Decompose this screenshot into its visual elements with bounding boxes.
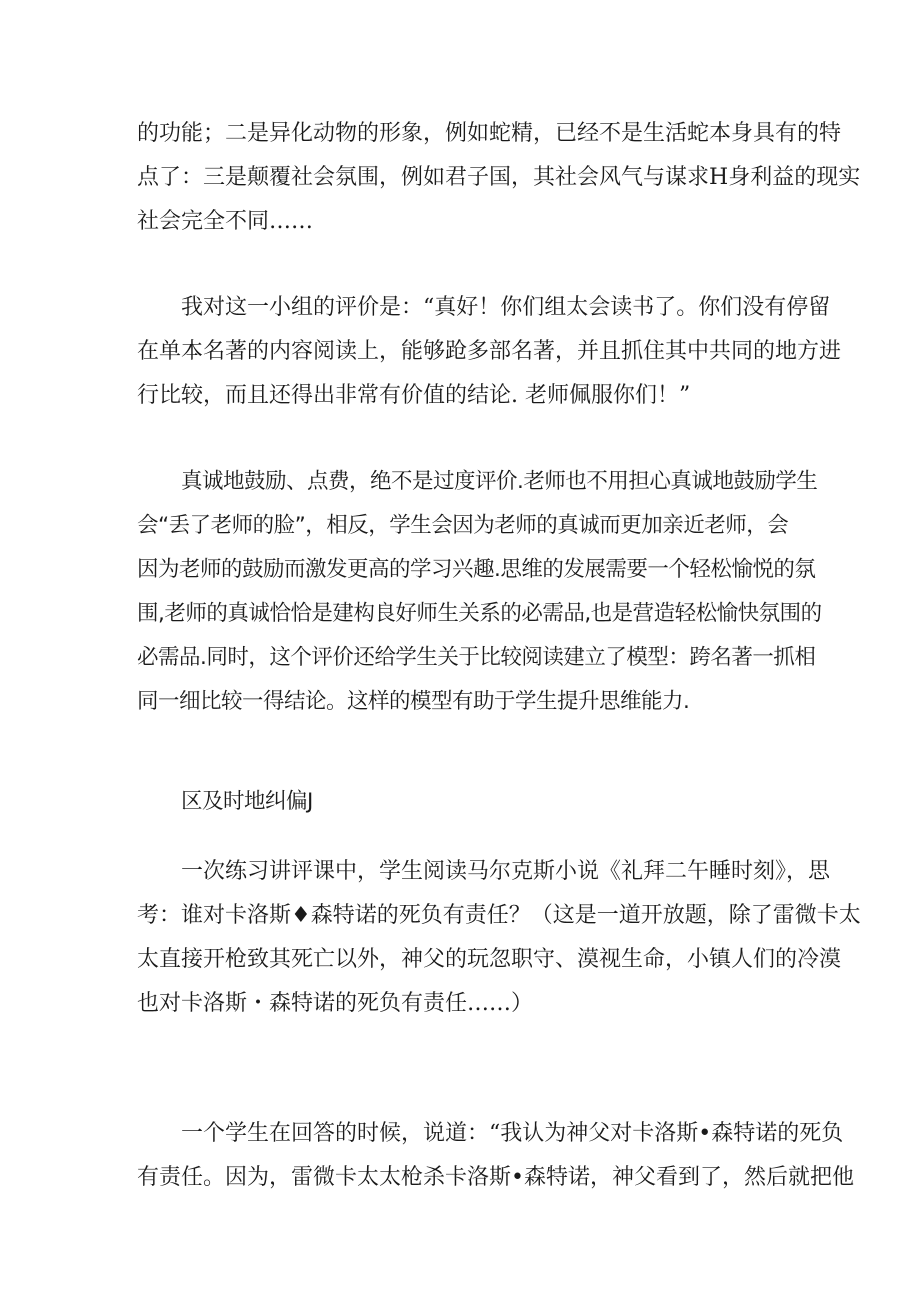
text-line: 也对卡洛斯・森特诺的死负有责任……）	[137, 991, 534, 1016]
text-line: 真诚地鼓励、点费，绝不是过度评价.老师也不用担心真诚地鼓励学生	[181, 469, 818, 494]
text-line: 一次练习讲评课中，学生阅读马尔克斯小说《礼拜二午睡时刻》，思	[181, 859, 831, 884]
text-line: 在单本名著的内容阅读上，能够跄多部名著，并且抓住其中共同的地方进	[137, 339, 842, 364]
text-line: 必需品.同时，这个评价还给学生关于比较阅读建立了模型：跨名著一抓相	[137, 645, 816, 670]
section-heading: 区及时地纠偏J	[181, 789, 313, 814]
text-line: 的功能；二是异化动物的形象，例如蛇精，已经不是生活蛇本身具有的特	[137, 121, 842, 146]
text-line: 我对这一小组的评价是：“真好！你们组太会读书了。你们没有停留	[181, 295, 831, 320]
text-line: 考：谁对卡洛斯♦森特诺的死负有责任？（这是一道开放题，除了雷微卡太	[137, 903, 861, 928]
text-line: 因为老师的鼓励而激发更高的学习兴趣.思维的发展需要一个轻松愉悦的氛	[137, 557, 816, 582]
paragraph-student-answer	[137, 1112, 854, 1200]
paragraph-lecture-example	[137, 850, 861, 1026]
text-line: 同一细比较一得结论。这样的模型有助于学生提升思维能力.	[137, 689, 690, 714]
text-line: 点了：三是颠覆社会氛围，例如君子国，其社会风气与谋求H身利益的现实	[137, 165, 861, 190]
text-line: 社会完全不同……	[137, 209, 314, 234]
paragraph-function-types	[137, 112, 861, 244]
paragraph-teacher-evaluation	[137, 286, 842, 418]
text-line: 有责任。因为，雷微卡太太枪杀卡洛斯•森特诺，神父看到了，然后就把他	[137, 1165, 854, 1190]
text-line: 行比较，而且还得出非常有价值的结论. 老师佩服你们！”	[137, 383, 691, 408]
text-line: 围,老师的真诚恰恰是建构良好师生关系的必需品,也是营造轻松愉快氛围的	[137, 601, 822, 626]
text-line: 太直接开枪致其死亡以外，神父的玩忽职守、漠视生命，小镇人们的冷漠	[137, 947, 842, 972]
text-line: 一个学生在回答的时候，说道：“我认为神父对卡洛斯•森特诺的死负	[181, 1121, 844, 1146]
text-line: 会“丢了老师的脸”，相反，学生会因为老师的真诚而更加亲近老师，会	[137, 513, 789, 538]
paragraph-sincere-encouragement	[137, 460, 822, 724]
